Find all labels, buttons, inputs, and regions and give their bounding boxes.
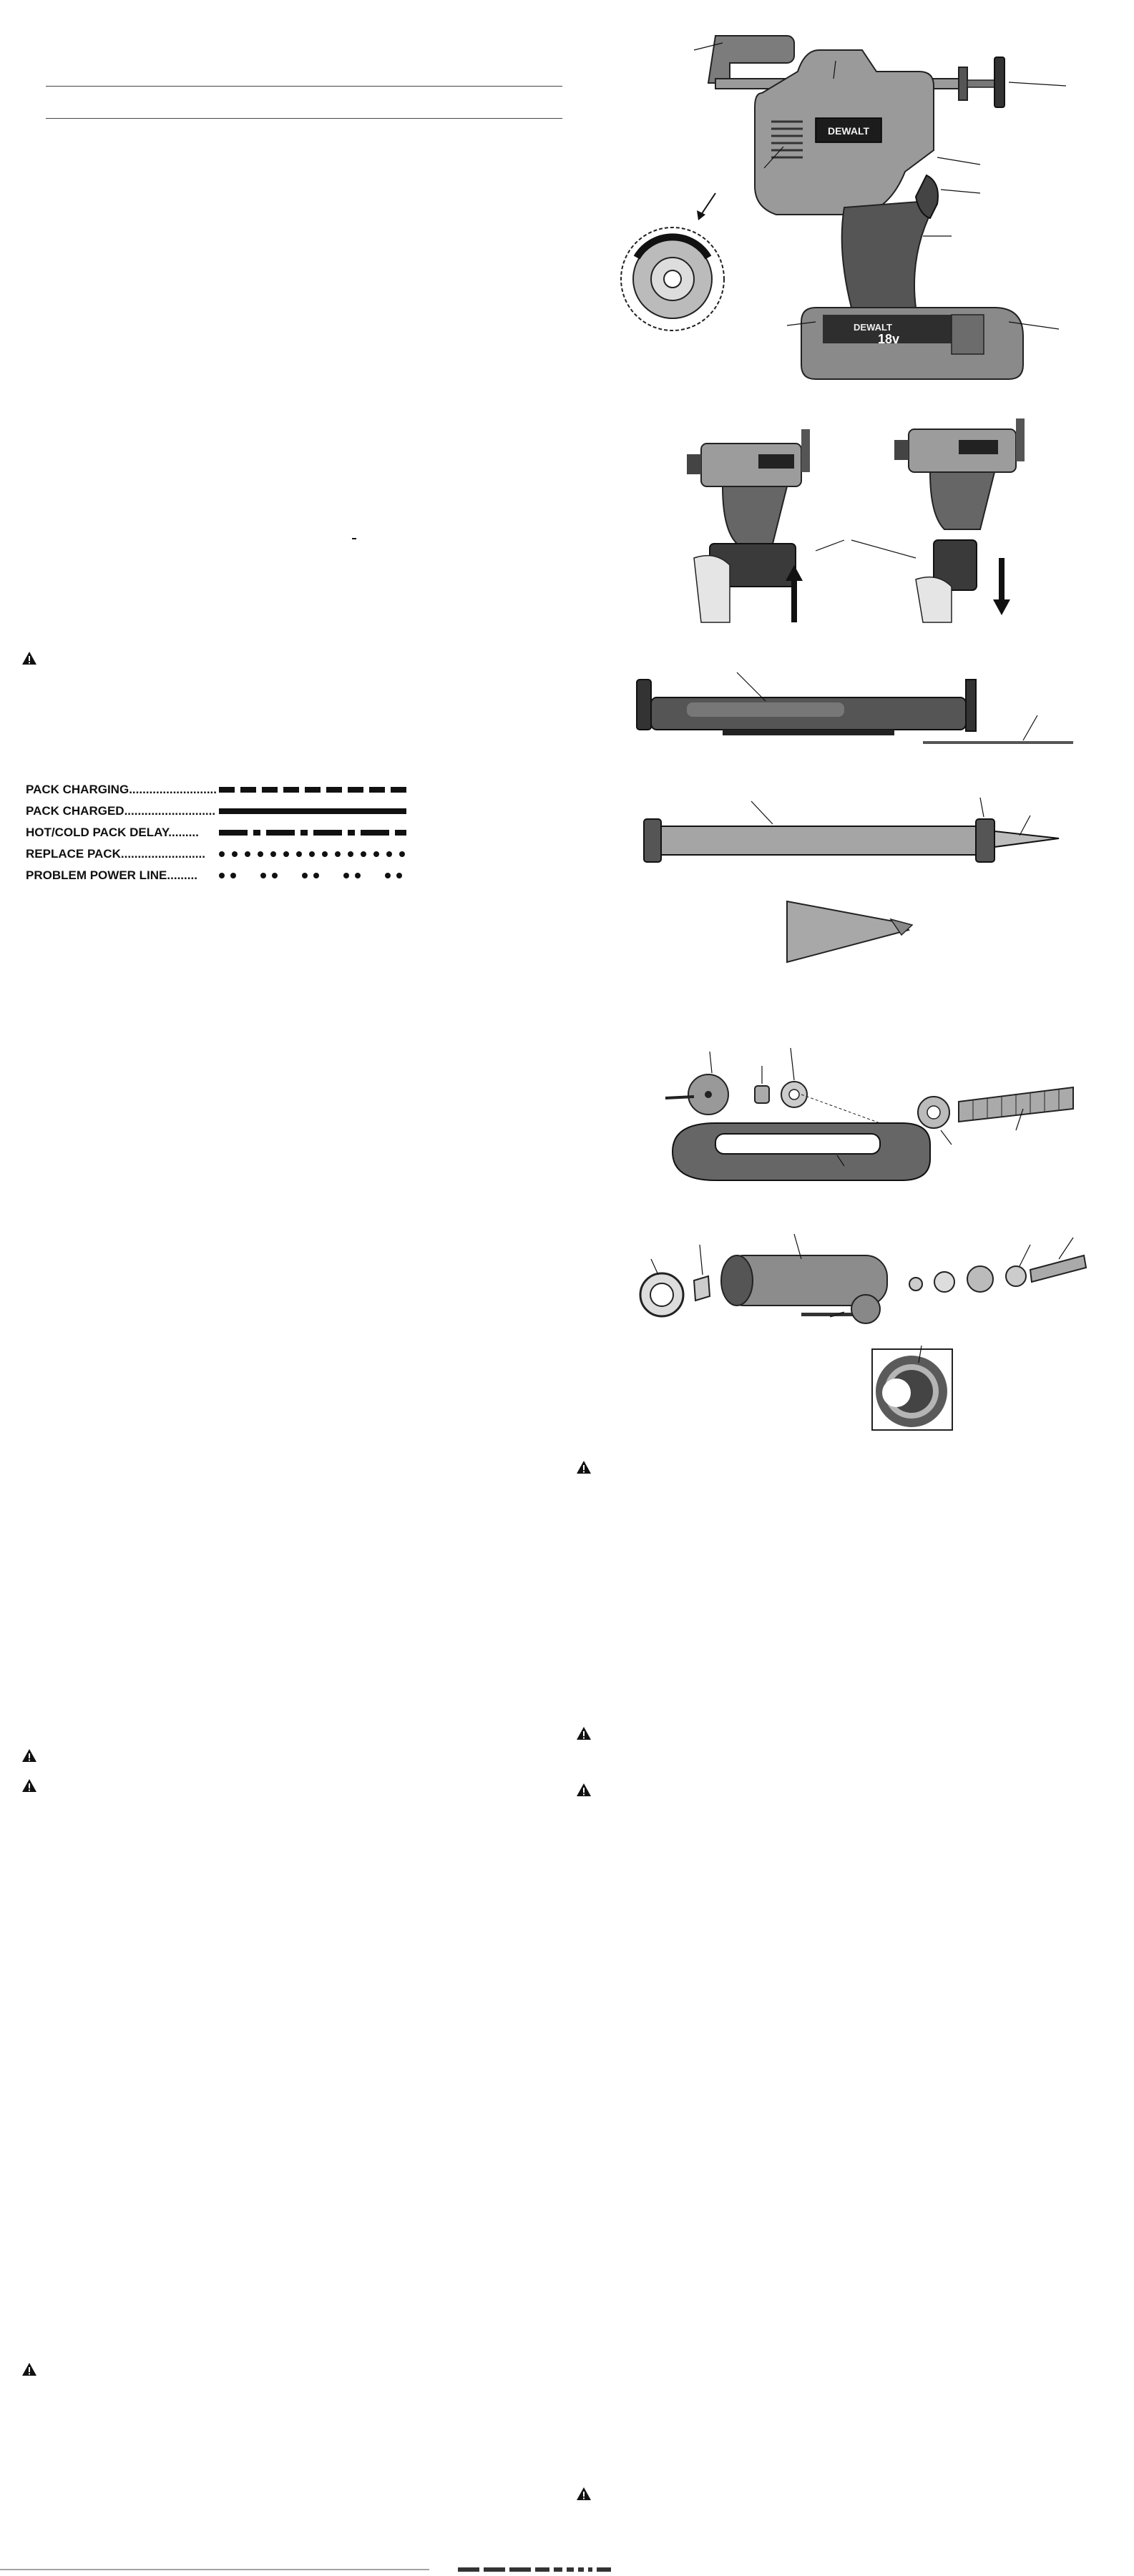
warning-triangle-icon: [576, 1460, 592, 1474]
legend-label: REPLACE PACK.........................: [26, 847, 205, 861]
legend-row-problem-power-line: [26, 868, 197, 883]
pattern-dash: [193, 782, 416, 798]
warning-triangle-icon: [21, 651, 37, 665]
legend-row-replace-pack: [26, 846, 205, 862]
warning-triangle-icon: [576, 2487, 592, 2501]
legend-row-pack-charging: [26, 782, 217, 798]
legend-row-pack-charged: [26, 803, 216, 819]
pattern-dots: [193, 846, 416, 862]
legend-label: HOT/COLD PACK DELAY.........: [26, 826, 199, 839]
figure-tool-overview: [608, 21, 1080, 422]
figure-seal-detail: [871, 1348, 953, 1431]
battery-voltage-label: 18v: [877, 332, 900, 346]
figure-battery-installation: [673, 415, 1087, 630]
pattern-long-short: [193, 825, 416, 841]
warning-triangle-icon: [21, 2362, 37, 2376]
pattern-dot-pairs: [193, 868, 416, 883]
pattern-solid: [193, 803, 416, 819]
warning-triangle-icon: [21, 1748, 37, 1763]
legend-row-hot-cold-pack-delay: [26, 825, 199, 841]
figure-exploded-view-cartridge: [644, 1037, 1087, 1202]
legend-label: PROBLEM POWER LINE.........: [26, 868, 197, 882]
printer-registration-strip: [0, 2567, 1134, 2576]
figure-nozzle-tip: [783, 898, 919, 966]
header-rule-top: [46, 86, 562, 87]
figure-tube-with-nozzle: [630, 794, 1080, 880]
brand-label: DEWALT: [827, 125, 870, 137]
warning-triangle-icon: [576, 1726, 592, 1740]
battery-brand-label: DEWALT: [854, 322, 892, 333]
header-rule-bottom: [46, 118, 562, 119]
figure-exploded-view-sausage: [630, 1216, 1087, 1331]
legend-label: PACK CHARGING..........................: [26, 783, 217, 796]
dash-mark: [352, 538, 356, 539]
legend-label: PACK CHARGED...........................: [26, 804, 216, 818]
warning-triangle-icon: [21, 1778, 37, 1793]
figure-cartridge-holder: [622, 658, 1080, 758]
warning-triangle-icon: [576, 1783, 592, 1797]
